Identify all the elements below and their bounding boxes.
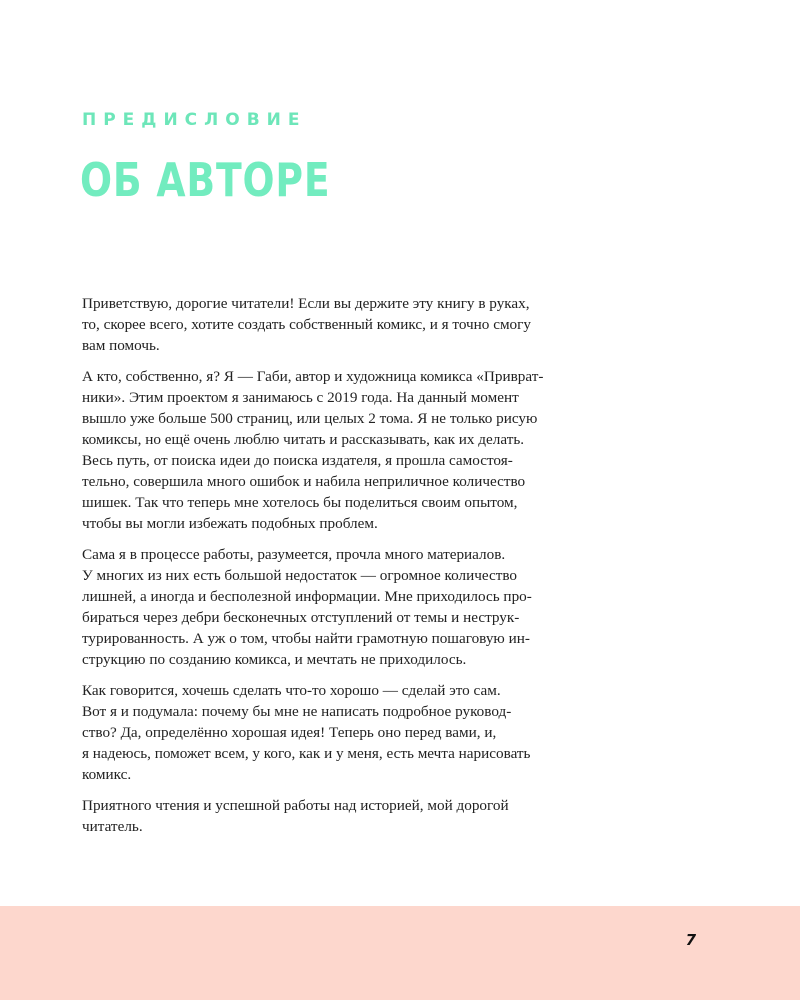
- text-line: ники». Этим проектом я занимаюсь с 2019 года. На данный момент: [82, 389, 519, 406]
- text-line: читатель.: [82, 818, 143, 835]
- paragraph: [82, 680, 642, 785]
- text-line: то, скорее всего, хотите создать собственный комикс, и я точно смогу: [82, 316, 531, 333]
- text-line: Вот я и подумала: почему бы мне не написать подробное руковод-: [82, 703, 512, 720]
- text-line: комикс.: [82, 766, 132, 783]
- paragraph: [82, 795, 642, 837]
- text-line: чтобы вы могли избежать подобных проблем.: [82, 515, 378, 532]
- text-line: бираться через дебри бесконечных отступлений от темы и неструк-: [82, 609, 520, 626]
- text-line: я надеюсь, поможет всем, у кого, как и у меня, есть мечта нарисовать: [82, 745, 531, 762]
- text-line: У многих из них есть большой недостаток — огромное количество: [82, 567, 518, 584]
- section-kicker: ПРЕДИСЛОВИЕ: [82, 110, 307, 130]
- body-text: [82, 293, 642, 847]
- text-line: Приветствую, дорогие читатели! Если вы держите эту книгу в руках,: [82, 295, 530, 312]
- text-line: Сама я в процессе работы, разумеется, прочла много материалов.: [82, 546, 506, 563]
- text-line: шишек. Так что теперь мне хотелось бы поделиться своим опытом,: [82, 494, 518, 511]
- text-line: ство? Да, определённо хорошая идея! Теперь оно перед вами, и,: [82, 724, 497, 741]
- page-title: ОБ АВТОРЕ: [80, 153, 331, 207]
- text-line: Приятного чтения и успешной работы над историей, мой дорогой: [82, 797, 509, 814]
- text-line: лишней, а иногда и бесполезной информации. Мне приходилось про-: [82, 588, 532, 605]
- text-line: вышло уже больше 500 страниц, или целых 2 тома. Я не только рисую: [82, 410, 538, 427]
- text-line: вам помочь.: [82, 337, 160, 354]
- text-line: Как говорится, хочешь сделать что-то хорошо — сделай это сам.: [82, 682, 501, 699]
- paragraph: [82, 366, 642, 534]
- text-line: тельно, совершила много ошибок и набила неприличное количество: [82, 473, 526, 490]
- paragraph: [82, 544, 642, 670]
- text-line: комиксы, но ещё очень люблю читать и рассказывать, как их делать.: [82, 431, 525, 448]
- paragraph: [82, 293, 642, 356]
- text-line: Весь путь, от поиска идеи до поиска издателя, я прошла самостоя-: [82, 452, 513, 469]
- text-line: А кто, собственно, я? Я — Габи, автор и художница комикса «Приврат-: [82, 368, 544, 385]
- footer-band: [0, 906, 800, 1000]
- text-line: турированность. А уж о том, чтобы найти грамотную пошаговую ин-: [82, 630, 530, 647]
- page-number: 7: [685, 931, 696, 949]
- text-line: струкцию по созданию комикса, и мечтать не приходилось.: [82, 651, 467, 668]
